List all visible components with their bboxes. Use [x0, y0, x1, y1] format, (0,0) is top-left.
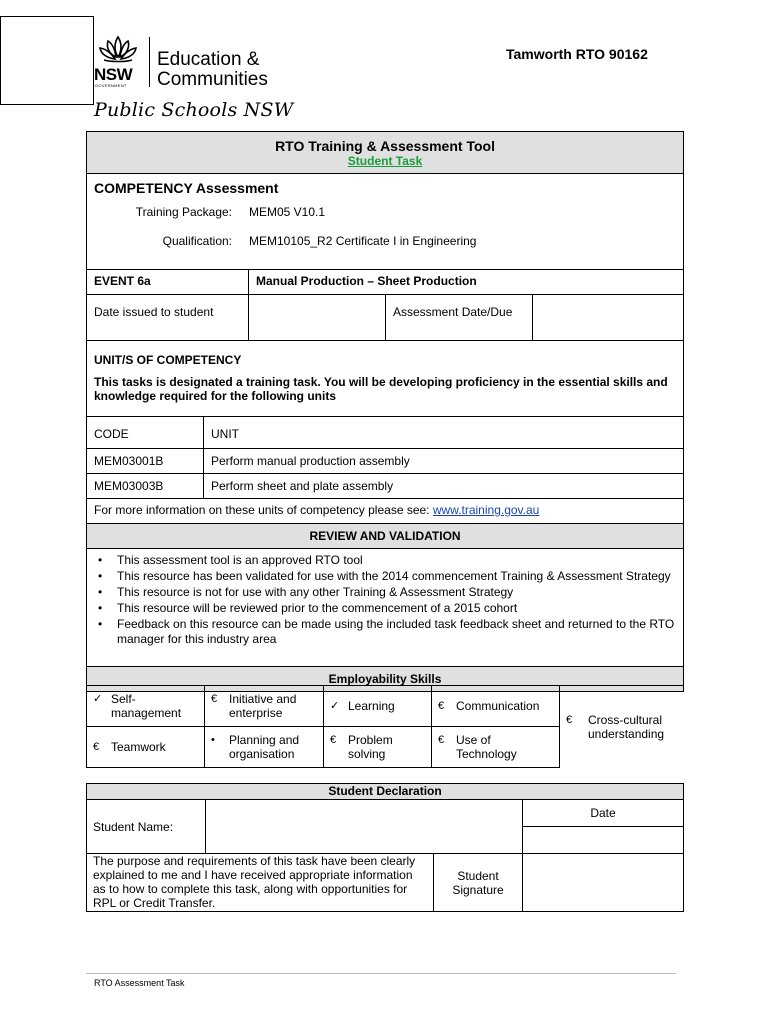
- tagline: Public Schools NSW: [94, 99, 294, 121]
- skill-label: Planning and organisation: [229, 733, 300, 761]
- more-info-text: For more information on these units of competency please see:: [94, 503, 433, 517]
- units-cell: [87, 341, 684, 417]
- skill-label: Learning: [348, 699, 395, 713]
- skill-cell: [205, 727, 324, 768]
- date-issued-label: [87, 295, 249, 341]
- unit-header: UNIT: [204, 417, 684, 449]
- euro-icon: €: [438, 734, 445, 746]
- euro-icon: €: [211, 693, 218, 705]
- assessment-table: [86, 131, 683, 692]
- skill-cell: [324, 727, 432, 768]
- date-issued-label-text: Date issued to student: [94, 305, 214, 319]
- training-package-row: [94, 205, 676, 219]
- signature-label: Student Signature: [434, 854, 523, 912]
- page-title: RTO Training & Assessment Tool: [275, 138, 495, 154]
- skill-cell: [324, 686, 432, 727]
- check-icon: ✓: [330, 700, 340, 712]
- review-bullets: [87, 549, 684, 667]
- title-cell: [87, 132, 684, 174]
- competency-heading: COMPETENCY Assessment: [94, 180, 279, 196]
- skill-label: Self-management: [111, 692, 182, 720]
- date-field[interactable]: [523, 827, 684, 854]
- skill-label: Problem solving: [348, 733, 393, 761]
- euro-icon: €: [566, 713, 573, 726]
- student-name-label: Student Name:: [87, 800, 206, 854]
- skill-cell: [560, 686, 684, 768]
- check-icon: ✓: [93, 693, 103, 705]
- qualification-value: MEM10105_R2 Certificate I in Engineering: [249, 234, 477, 248]
- footer-text: RTO Assessment Task: [94, 978, 185, 988]
- skill-cell: [87, 727, 205, 768]
- blank-box: [0, 16, 94, 105]
- date-label: Date: [523, 800, 684, 827]
- skill-cell: [432, 686, 560, 727]
- footer-divider: [86, 973, 676, 974]
- unit-name: Perform manual production assembly: [204, 449, 684, 474]
- list-item: • This resource will be reviewed prior to the commencement of a 2015 cohort: [94, 601, 676, 616]
- student-declaration: [86, 783, 683, 912]
- page-subtitle: Student Task: [347, 154, 423, 168]
- nsw-logo: [94, 33, 284, 93]
- logo-org-name: [157, 50, 268, 90]
- skill-cell: [432, 727, 560, 768]
- skills-grid: [86, 685, 683, 768]
- review-heading: REVIEW AND VALIDATION: [87, 524, 684, 549]
- unit-name: Perform sheet and plate assembly: [204, 474, 684, 499]
- skill-label: Teamwork: [111, 740, 166, 754]
- logo-org-line1: Education &: [157, 49, 260, 70]
- skill-cell: [87, 686, 205, 727]
- event-title: Manual Production – Sheet Production: [249, 270, 684, 295]
- employability-heading: Employability Skills: [87, 667, 684, 692]
- list-item: • Feedback on this resource can be made using the included task feedback sheet and returned to the RTO manager for this industry area: [94, 617, 676, 647]
- competency-cell: [87, 174, 684, 270]
- logo-org-line2: Communities: [157, 69, 268, 90]
- logo-nsw-text: NSW: [94, 65, 133, 84]
- signature-field[interactable]: [523, 854, 684, 912]
- code-header: CODE: [87, 417, 204, 449]
- assessment-date-field[interactable]: [533, 295, 684, 341]
- skill-label: Use of Technology: [456, 733, 517, 761]
- student-name-field[interactable]: [206, 800, 523, 854]
- euro-icon: €: [330, 734, 337, 746]
- skill-cell: [205, 686, 324, 727]
- training-package-value: MEM05 V10.1: [249, 205, 326, 219]
- qualification-row: [94, 234, 676, 248]
- euro-icon: €: [93, 741, 100, 753]
- units-heading: UNIT/S OF COMPETENCY: [94, 353, 242, 367]
- qualification-label: Qualification:: [162, 234, 232, 248]
- assessment-date-label: Assessment Date/Due: [386, 295, 533, 341]
- rto-number: Tamworth RTO 90162: [506, 46, 648, 62]
- date-issued-field[interactable]: [249, 295, 386, 341]
- skill-label: Cross-cultural understanding: [588, 712, 665, 741]
- skill-label: Communication: [456, 699, 540, 713]
- bullet-icon: •: [211, 734, 215, 746]
- training-package-label: Training Package:: [135, 205, 232, 219]
- list-item: • This resource has been validated for use with the 2014 commencement Training & Assessment Strategy: [94, 569, 676, 584]
- table-row: [87, 449, 684, 474]
- list-item: • This resource is not for use with any other Training & Assessment Strategy: [94, 585, 676, 600]
- units-description: This tasks is designated a training task. You will be developing proficiency in the essential skills and knowledge required for the following units: [94, 375, 668, 403]
- list-item: • This assessment tool is an approved RTO tool: [94, 553, 676, 568]
- declaration-statement: The purpose and requirements of this task have been clearly explained to me and I have received appropriate information as to how to complete this task, along with opportunities for RPL or Credit Transfer.: [87, 854, 434, 912]
- euro-icon: €: [438, 700, 445, 712]
- unit-code: MEM03001B: [87, 449, 204, 474]
- training-gov-link[interactable]: www.training.gov.au: [432, 503, 540, 517]
- logo-government-text: GOVERNMENT: [95, 83, 127, 88]
- declaration-heading: Student Declaration: [87, 784, 684, 800]
- logo-divider: [149, 37, 150, 87]
- more-info: [87, 499, 684, 524]
- table-row: [87, 474, 684, 499]
- unit-code: MEM03003B: [87, 474, 204, 499]
- event-label: EVENT 6a: [87, 270, 249, 295]
- skill-label: Initiative and enterprise: [229, 692, 297, 720]
